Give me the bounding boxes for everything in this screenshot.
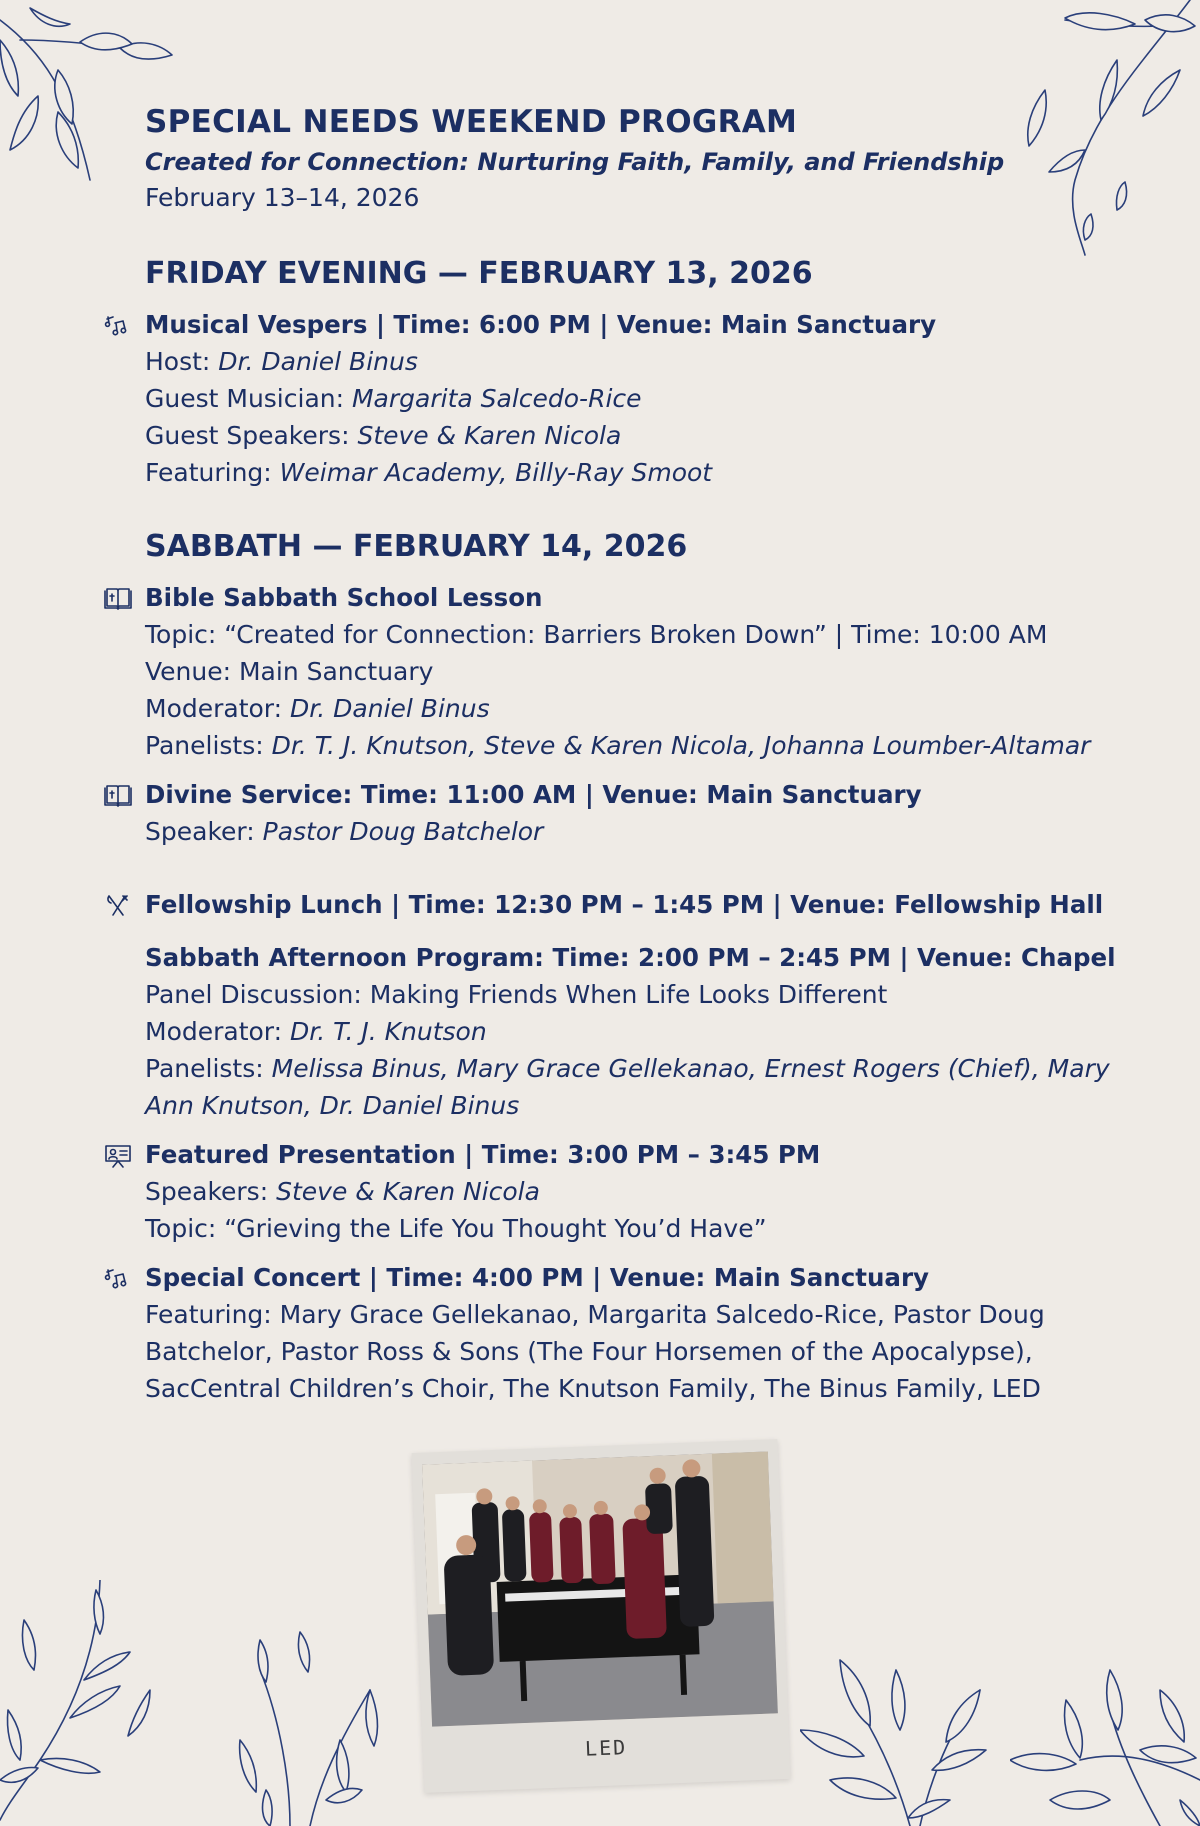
panelists-names: Dr. T. J. Knutson, Steve & Karen Nicola, Johanna Loumber-Altamar (271, 731, 1091, 760)
featuring-label: Featuring: (145, 458, 280, 487)
event-sabbath-school (145, 579, 1135, 764)
program-content (145, 100, 1135, 1407)
leaf-decoration-bottom-left-2 (230, 1630, 400, 1826)
presentation-speakers (145, 1173, 1135, 1210)
afternoon-program-title: Sabbath Afternoon Program: Time: 2:00 PM – 2:45 PM | Venue: Chapel (145, 943, 1116, 972)
program-title: SPECIAL NEEDS WEEKEND PROGRAM (145, 104, 798, 140)
speakers-names: Steve & Karen Nicola (276, 1177, 540, 1206)
speaker-label: Speaker: (145, 817, 263, 846)
panelists-label: Panelists: (145, 731, 272, 760)
featuring-names: Weimar Academy, Billy-Ray Smoot (279, 458, 713, 487)
vespers-featuring (145, 454, 1135, 491)
vespers-musician (145, 380, 1135, 417)
vespers-host (145, 343, 1135, 380)
vespers-title: Musical Vespers | Time: 6:00 PM | Venue: Main Sanctuary (145, 310, 937, 339)
moderator-label: Moderator: (145, 1017, 291, 1046)
musician-name: Margarita Salcedo-Rice (351, 384, 642, 413)
event-special-concert (145, 1259, 1135, 1407)
divine-service-title: Divine Service: Time: 11:00 AM | Venue: Main Sanctuary (145, 780, 922, 809)
event-divine-service (145, 776, 1135, 850)
group-photo-illustration (422, 1451, 778, 1726)
speakers-names: Steve & Karen Nicola (357, 421, 622, 450)
leaf-decoration-bottom-right-2 (1010, 1650, 1200, 1826)
music-notes-icon (103, 313, 133, 339)
event-fellowship-lunch (145, 886, 1135, 923)
host-label: Host: (145, 347, 219, 376)
friday-heading: FRIDAY EVENING — FEBRUARY 13, 2026 (145, 256, 813, 291)
event-featured-presentation (145, 1136, 1135, 1247)
afternoon-panel: Panel Discussion: Making Friends When Life Looks Different (145, 980, 888, 1009)
vespers-speakers (145, 417, 1135, 454)
moderator-label: Moderator: (145, 694, 291, 723)
sabbath-school-venue: Venue: Main Sanctuary (145, 657, 434, 686)
sabbath-heading: SABBATH — FEBRUARY 14, 2026 (145, 529, 688, 564)
event-afternoon-program (145, 939, 1135, 1124)
leaf-decoration-bottom-right-1 (800, 1650, 990, 1826)
program-subtitle: Created for Connection: Nurturing Faith, Family, and Friendship (145, 148, 1005, 176)
musician-label: Guest Musician: (145, 384, 352, 413)
presentation-topic: Topic: “Grieving the Life You Thought You’d Have” (145, 1214, 767, 1243)
special-concert-title: Special Concert | Time: 4:00 PM | Venue: Main Sanctuary (145, 1263, 929, 1292)
sabbath-school-panelists (145, 727, 1135, 764)
music-notes-icon (103, 1266, 133, 1292)
host-name: Dr. Daniel Binus (218, 347, 418, 376)
speakers-label: Guest Speakers: (145, 421, 358, 450)
group-photo (422, 1451, 778, 1726)
program-date: February 13–14, 2026 (145, 183, 420, 212)
speakers-label: Speakers: (145, 1177, 277, 1206)
presentation-icon (103, 1143, 133, 1169)
sabbath-school-moderator (145, 690, 1135, 727)
divine-service-speaker (145, 813, 1135, 850)
panelists-names: Melissa Binus, Mary Grace Gellekanao, Ernest Rogers (Chief), Mary Ann Knutson, Dr. Daniel Binus (145, 1054, 1110, 1120)
panelists-label: Panelists: (145, 1054, 272, 1083)
featured-presentation-title: Featured Presentation | Time: 3:00 PM – 3:45 PM (145, 1140, 821, 1169)
speaker-name: Pastor Doug Batchelor (262, 817, 544, 846)
leaf-decoration-bottom-left (0, 1580, 170, 1826)
moderator-name: Dr. T. J. Knutson (290, 1017, 487, 1046)
bible-icon (103, 586, 133, 612)
sabbath-school-title: Bible Sabbath School Lesson (145, 583, 543, 612)
fellowship-lunch-title: Fellowship Lunch | Time: 12:30 PM – 1:45 PM | Venue: Fellowship Hall (145, 890, 1104, 919)
group-photo-polaroid (412, 1439, 791, 1793)
afternoon-moderator (145, 1013, 1135, 1050)
bible-icon (103, 783, 133, 809)
fork-knife-icon (103, 893, 133, 919)
sabbath-school-topic: Topic: “Created for Connection: Barriers Broken Down” | Time: 10:00 AM (145, 620, 1048, 649)
moderator-name: Dr. Daniel Binus (290, 694, 490, 723)
photo-caption: LED (584, 1735, 628, 1761)
special-concert-featuring: Featuring: Mary Grace Gellekanao, Margarita Salcedo-Rice, Pastor Doug Batchelor, Pastor Ross & Sons (The Four Horsemen of the Apocalypse), SacCentral Children’s Choir, The Knutson Family, The Binus Family, LED (145, 1300, 1045, 1403)
afternoon-panelists (145, 1050, 1135, 1124)
event-musical-vespers (145, 306, 1135, 491)
